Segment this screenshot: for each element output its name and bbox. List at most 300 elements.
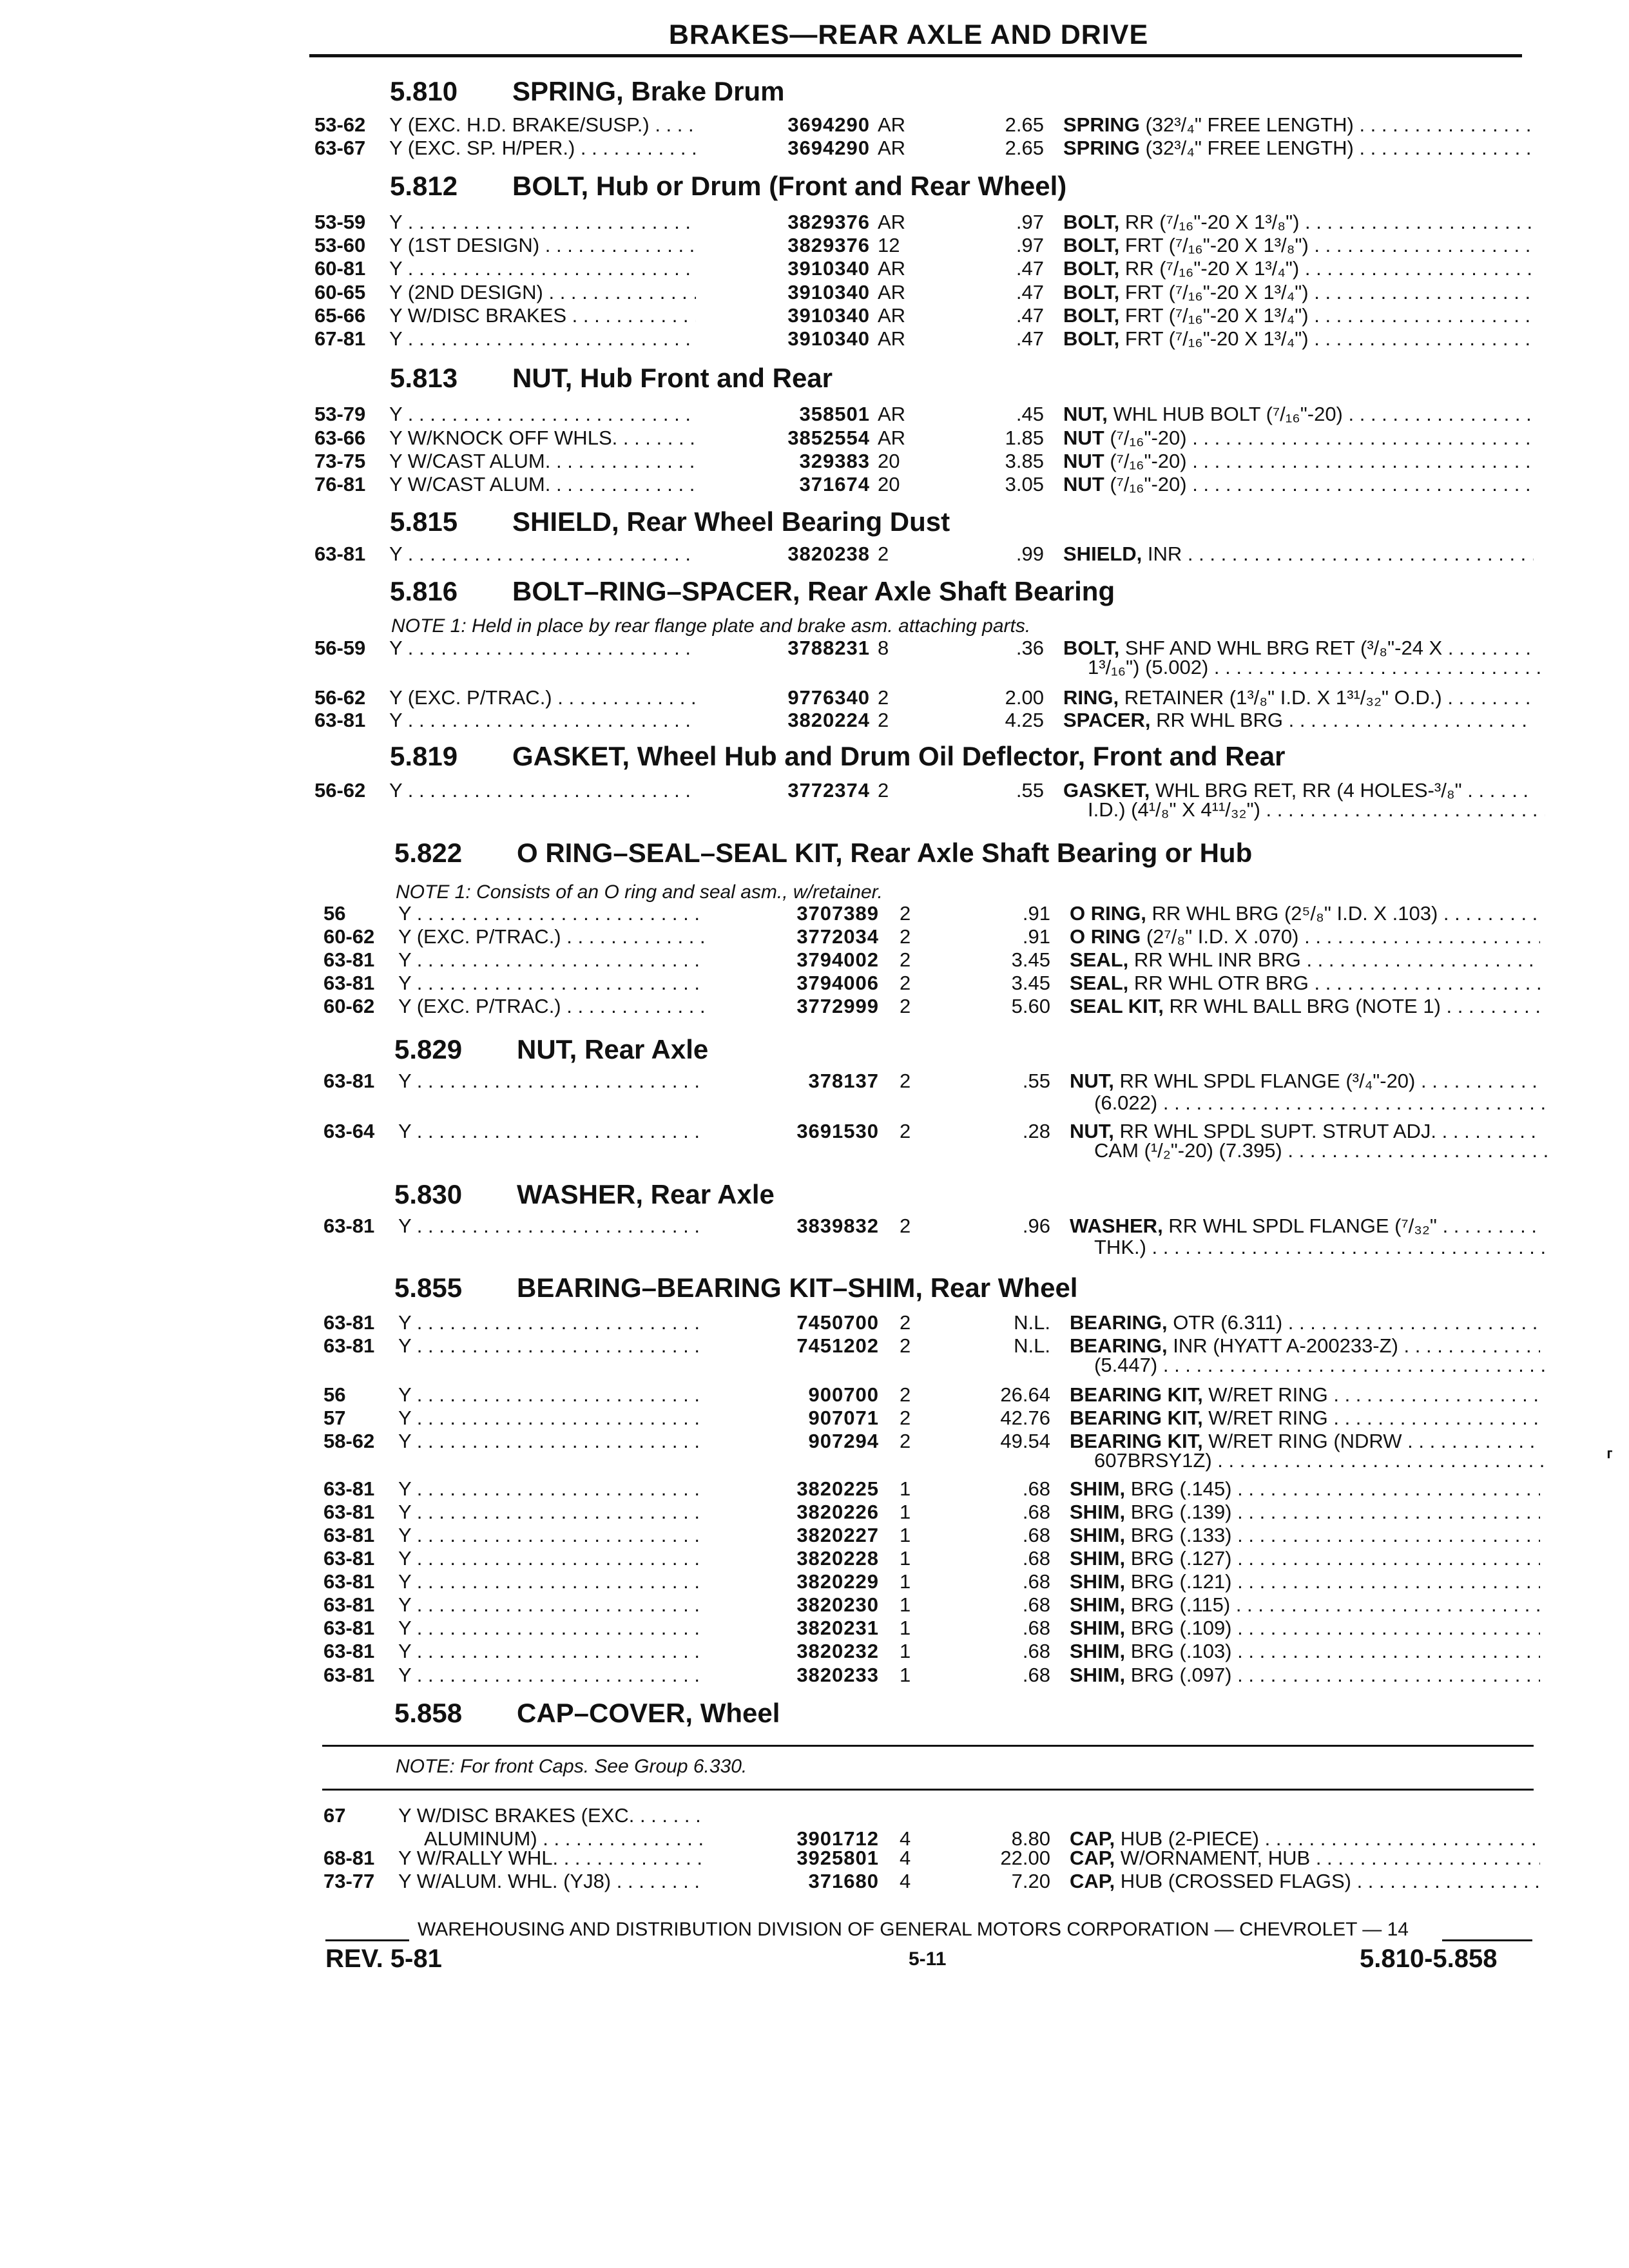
- model-cell: Y . . .: [389, 779, 696, 802]
- header-rule: [309, 54, 1522, 57]
- part-number-cell: 3707389: [796, 902, 879, 925]
- part-number-cell: 3820226: [796, 1501, 879, 1523]
- description-cell: [1070, 948, 1540, 972]
- part-number-cell: 907071: [808, 1407, 879, 1429]
- section-heading: [390, 576, 1115, 607]
- description-keyword: SPACER,: [1063, 709, 1151, 731]
- description-cell: [1070, 1383, 1540, 1407]
- quantity-cell: 8: [878, 637, 889, 659]
- description-keyword: NUT: [1063, 450, 1104, 472]
- description-cell: [1070, 1870, 1540, 1893]
- quantity-cell: 2: [878, 543, 889, 565]
- description-detail: INR (HYATT A-200233-Z): [1167, 1334, 1398, 1357]
- description-detail: BRG (.109): [1125, 1617, 1232, 1639]
- price-cell: 3.05: [1005, 473, 1044, 495]
- quantity-cell: 1: [900, 1570, 911, 1593]
- quantity-cell: 2: [900, 1070, 911, 1092]
- price-cell: 5.60: [1011, 995, 1050, 1017]
- years-cell: 57: [323, 1407, 346, 1429]
- years-cell: 63-81: [323, 1617, 375, 1639]
- price-cell: 8.80: [1011, 1827, 1050, 1850]
- section-number: 5.815: [390, 506, 458, 537]
- description-cell: [1063, 403, 1534, 426]
- quantity-cell: AR: [878, 281, 906, 303]
- price-cell: 49.54: [1000, 1430, 1050, 1452]
- part-number-cell: 9776340: [787, 686, 870, 709]
- model-cell: Y . . .: [398, 1477, 705, 1501]
- years-cell: 63-81: [323, 1501, 375, 1523]
- description-cell: [1070, 995, 1540, 1018]
- model-cell: Y . . .: [398, 1120, 705, 1143]
- model-cell: Y . . .: [398, 1430, 705, 1453]
- quantity-cell: AR: [878, 304, 906, 327]
- description-cell: [1070, 1524, 1540, 1547]
- model-cell: Y . . .: [389, 403, 696, 426]
- years-cell: 53-62: [314, 113, 366, 136]
- years-cell: 56-59: [314, 637, 366, 659]
- price-cell: 7.20: [1011, 1870, 1050, 1892]
- description-cell: [1070, 1547, 1540, 1570]
- description-keyword: BOLT,: [1063, 234, 1120, 256]
- description-cell: [1063, 257, 1534, 280]
- quantity-cell: 2: [878, 709, 889, 731]
- section-title: CAP–COVER, Wheel: [517, 1698, 780, 1728]
- quantity-cell: 2: [878, 779, 889, 802]
- years-cell: 53-79: [314, 403, 366, 425]
- model-cell: Y . . .: [389, 637, 696, 660]
- description-cell: [1063, 427, 1534, 450]
- quantity-cell: 20: [878, 473, 900, 495]
- description-keyword: BOLT,: [1063, 327, 1120, 350]
- description-detail: W/RET RING: [1202, 1407, 1328, 1429]
- section-heading: [394, 1179, 775, 1210]
- years-cell: 67: [323, 1804, 346, 1827]
- description-cell: [1070, 1477, 1540, 1501]
- description-keyword: O RING: [1070, 925, 1141, 948]
- part-number-cell: 371680: [808, 1870, 879, 1892]
- price-cell: 3.45: [1011, 948, 1050, 971]
- model-cell: Y W/CAST ALUM. . . .: [389, 450, 696, 473]
- years-cell: 73-75: [314, 450, 366, 472]
- years-cell: 63-81: [323, 1593, 375, 1616]
- description-cell: [1063, 686, 1534, 709]
- description-detail: FRT (⁷/₁₆"-20 X 1³/₈"): [1119, 234, 1309, 256]
- description-detail: SHF AND WHL BRG RET (³/₈"-24 X: [1119, 637, 1443, 659]
- quantity-cell: 2: [900, 995, 911, 1017]
- model-cell: Y (EXC. P/TRAC.) . . .: [389, 686, 696, 709]
- quantity-cell: 1: [900, 1477, 911, 1500]
- quantity-cell: AR: [878, 137, 906, 159]
- model-cell: Y . . .: [398, 1501, 705, 1524]
- years-cell: 63-81: [323, 1640, 375, 1662]
- quantity-cell: 2: [900, 1383, 911, 1406]
- quantity-cell: AR: [878, 257, 906, 280]
- section-heading: [390, 363, 833, 394]
- model-cell: Y . . .: [398, 1383, 705, 1407]
- years-cell: 56: [323, 1383, 346, 1406]
- description-detail: BRG (.115): [1125, 1593, 1231, 1616]
- quantity-cell: 2: [900, 902, 911, 925]
- model-cell: Y . . .: [398, 1215, 705, 1238]
- years-cell: 60-81: [314, 257, 366, 280]
- model-cell: Y (EXC. P/TRAC.) . . .: [398, 925, 705, 948]
- price-cell: 2.00: [1005, 686, 1044, 709]
- quantity-cell: 1: [900, 1524, 911, 1546]
- description-continuation: (5.447) . . .: [1094, 1354, 1552, 1377]
- page-header: BRAKES—REAR AXLE AND DRIVE: [668, 19, 1149, 50]
- description-cell: [1070, 1664, 1540, 1687]
- quantity-cell: 2: [900, 1120, 911, 1142]
- part-number-cell: 358501: [799, 403, 870, 425]
- section-number: 5.855: [394, 1273, 463, 1303]
- description-cell: [1063, 327, 1534, 351]
- price-cell: .45: [1016, 403, 1044, 425]
- quantity-cell: 1: [900, 1501, 911, 1523]
- price-cell: .68: [1022, 1664, 1050, 1686]
- cap-note-rule-bottom: [322, 1789, 1534, 1791]
- description-cell: [1063, 304, 1534, 327]
- part-number-cell: 3820238: [787, 543, 870, 565]
- years-cell: 63-81: [323, 948, 375, 971]
- description-detail: W/RET RING: [1202, 1383, 1328, 1406]
- description-keyword: BEARING KIT,: [1070, 1407, 1203, 1429]
- description-keyword: SHIM,: [1070, 1524, 1126, 1546]
- model-cell: Y . . .: [389, 257, 696, 280]
- part-number-cell: 3772034: [796, 925, 879, 948]
- description-detail: RR WHL SPDL SUPT. STRUT ADJ.: [1113, 1120, 1436, 1142]
- model-cell: Y . . .: [389, 327, 696, 351]
- description-cell: [1070, 1070, 1540, 1093]
- part-number-cell: 3772999: [796, 995, 879, 1017]
- part-number-cell: 3820233: [796, 1664, 879, 1686]
- years-cell: 63-81: [323, 1311, 375, 1334]
- description-detail: BRG (.121): [1125, 1570, 1232, 1593]
- years-cell: 63-81: [323, 1570, 375, 1593]
- part-number-cell: 3820225: [796, 1477, 879, 1500]
- description-keyword: GASKET,: [1063, 779, 1150, 802]
- price-cell: 26.64: [1000, 1383, 1050, 1406]
- model-cell: Y . . .: [398, 948, 705, 972]
- part-number-cell: 3910340: [787, 257, 870, 280]
- footer-rule-right: [1442, 1939, 1532, 1941]
- section-title: SHIELD, Rear Wheel Bearing Dust: [512, 506, 950, 537]
- years-cell: 67-81: [314, 327, 366, 350]
- description-keyword: NUT,: [1070, 1120, 1114, 1142]
- description-detail: (⁷/₁₆"-20): [1104, 473, 1187, 495]
- section-title: BEARING–BEARING KIT–SHIM, Rear Wheel: [517, 1273, 1078, 1303]
- part-number-cell: 3820224: [787, 709, 870, 731]
- description-cell: [1070, 925, 1540, 948]
- price-cell: .68: [1022, 1477, 1050, 1500]
- part-number-cell: 3694290: [787, 137, 870, 159]
- years-cell: 63-81: [323, 1215, 375, 1237]
- section-number: 5.819: [390, 741, 458, 771]
- description-detail: RR WHL BRG (2⁵/₈" I.D. X .103): [1146, 902, 1438, 925]
- description-detail: (32³/₄" FREE LENGTH): [1139, 113, 1354, 136]
- part-number-cell: 3820232: [796, 1640, 879, 1662]
- years-cell: 63-67: [314, 137, 366, 159]
- description-keyword: SHIM,: [1070, 1617, 1126, 1639]
- part-number-cell: 7451202: [796, 1334, 879, 1357]
- description-keyword: SHIM,: [1070, 1547, 1126, 1570]
- description-cell: [1070, 1640, 1540, 1663]
- model-cell: Y . . .: [389, 211, 696, 234]
- quantity-cell: 2: [900, 925, 911, 948]
- description-cell: [1063, 450, 1534, 473]
- description-cell: [1070, 972, 1540, 995]
- model-cell: Y . . .: [398, 1640, 705, 1663]
- model-cell: Y W/RALLY WHL. . . .: [398, 1847, 705, 1870]
- section-note: NOTE 1: Consists of an O ring and seal asm., w/retainer.: [396, 881, 883, 903]
- description-continuation: I.D.) (4¹/₈" X 4¹¹/₃₂") . . .: [1088, 798, 1545, 822]
- description-keyword: CAP,: [1070, 1847, 1115, 1869]
- part-number-cell: 3794002: [796, 948, 879, 971]
- description-keyword: BOLT,: [1063, 211, 1120, 233]
- part-number-cell: 3852554: [787, 427, 870, 449]
- description-keyword: SHIM,: [1070, 1593, 1126, 1616]
- section-number: 5.810: [390, 76, 458, 106]
- model-cell: Y . . .: [398, 1547, 705, 1570]
- description-keyword: BEARING,: [1070, 1311, 1168, 1334]
- section-heading: [394, 1698, 780, 1729]
- description-cell: [1063, 137, 1534, 160]
- price-cell: 22.00: [1000, 1847, 1050, 1869]
- section-note: NOTE: For front Caps. See Group 6.330.: [396, 1756, 747, 1777]
- years-cell: 63-66: [314, 427, 366, 449]
- description-keyword: SHIM,: [1070, 1664, 1126, 1686]
- description-cell: [1063, 543, 1534, 566]
- years-cell: 63-81: [323, 1547, 375, 1570]
- section-number: 5.813: [390, 363, 458, 393]
- price-cell: .91: [1022, 925, 1050, 948]
- part-number-cell: 3839832: [796, 1215, 879, 1237]
- years-cell: 53-60: [314, 234, 366, 256]
- description-detail: HUB (CROSSED FLAGS): [1115, 1870, 1351, 1892]
- description-detail: RR WHL OTR BRG: [1128, 972, 1309, 994]
- part-number-cell: 3772374: [787, 779, 870, 802]
- description-cell: [1070, 1215, 1540, 1238]
- price-cell: .55: [1022, 1070, 1050, 1092]
- years-cell: 63-81: [323, 1524, 375, 1546]
- description-detail: BRG (.127): [1125, 1547, 1232, 1570]
- part-number-cell: 3910340: [787, 327, 870, 350]
- years-cell: 76-81: [314, 473, 366, 495]
- section-heading: [390, 76, 784, 107]
- description-keyword: NUT,: [1070, 1070, 1114, 1092]
- model-cell: Y . . .: [398, 972, 705, 995]
- price-cell: .68: [1022, 1547, 1050, 1570]
- quantity-cell: 2: [900, 1215, 911, 1237]
- description-keyword: SPRING: [1063, 113, 1140, 136]
- description-detail: FRT (⁷/₁₆"-20 X 1³/₄"): [1119, 327, 1309, 350]
- quantity-cell: AR: [878, 427, 906, 449]
- description-cell: [1070, 1617, 1540, 1640]
- group-range: 5.810-5.858: [1360, 1945, 1498, 1973]
- model-cell: Y . . .: [398, 1664, 705, 1687]
- section-title: NUT, Rear Axle: [517, 1034, 709, 1064]
- part-number-cell: 371674: [799, 473, 870, 495]
- price-cell: N.L.: [1014, 1311, 1050, 1334]
- quantity-cell: 1: [900, 1664, 911, 1686]
- quantity-cell: 2: [900, 1430, 911, 1452]
- description-cell: [1063, 709, 1534, 732]
- price-cell: 3.45: [1011, 972, 1050, 994]
- description-detail: W/ORNAMENT, HUB: [1115, 1847, 1311, 1869]
- description-cell: [1070, 1311, 1540, 1334]
- years-cell: 56-62: [314, 779, 366, 802]
- description-detail: HUB (2-PIECE): [1115, 1827, 1259, 1850]
- model-cell: Y (EXC. P/TRAC.) . . .: [398, 995, 705, 1018]
- description-detail: WHL HUB BOLT (⁷/₁₆"-20): [1107, 403, 1343, 425]
- section-number: 5.858: [394, 1698, 463, 1728]
- price-cell: .97: [1016, 234, 1044, 256]
- description-detail: BRG (.103): [1125, 1640, 1232, 1662]
- description-keyword: SHIM,: [1070, 1640, 1126, 1662]
- description-detail: (32³/₄" FREE LENGTH): [1139, 137, 1354, 159]
- quantity-cell: 1: [900, 1547, 911, 1570]
- description-detail: RR WHL BALL BRG (NOTE 1): [1163, 995, 1441, 1017]
- price-cell: .68: [1022, 1593, 1050, 1616]
- years-cell: 63-81: [323, 972, 375, 994]
- price-cell: .47: [1016, 327, 1044, 350]
- description-detail: RETAINER (1³/₈" I.D. X 1³¹/₃₂" O.D.): [1119, 686, 1442, 709]
- model-cell: Y . . .: [398, 1593, 705, 1617]
- description-cell: [1070, 1501, 1540, 1524]
- section-note: NOTE 1: Held in place by rear flange plate and brake asm. attaching parts.: [391, 615, 1031, 637]
- model-cell: Y . . .: [398, 1570, 705, 1593]
- price-cell: .68: [1022, 1640, 1050, 1662]
- years-cell: 68-81: [323, 1847, 375, 1869]
- description-keyword: NUT: [1063, 427, 1104, 449]
- quantity-cell: 20: [878, 450, 900, 472]
- section-heading: [390, 741, 1285, 772]
- model-cell: Y W/DISC BRAKES (EXC. . . .: [398, 1804, 705, 1827]
- description-keyword: BOLT,: [1063, 637, 1120, 659]
- description-keyword: SEAL,: [1070, 972, 1129, 994]
- section-heading: [394, 1034, 708, 1065]
- model-cell: Y (2ND DESIGN) . . .: [389, 281, 696, 304]
- model-cell-continued: ALUMINUM) . . .: [424, 1827, 705, 1850]
- section-title: O RING–SEAL–SEAL KIT, Rear Axle Shaft Bearing or Hub: [517, 838, 1253, 868]
- section-title: GASKET, Wheel Hub and Drum Oil Deflector, Front and Rear: [512, 741, 1286, 771]
- part-number-cell: 3925801: [796, 1847, 879, 1869]
- price-cell: .68: [1022, 1524, 1050, 1546]
- description-keyword: BEARING,: [1070, 1334, 1168, 1357]
- quantity-cell: AR: [878, 327, 906, 350]
- years-cell: 63-81: [323, 1477, 375, 1500]
- part-number-cell: 3788231: [787, 637, 870, 659]
- model-cell: Y . . .: [398, 1070, 705, 1093]
- description-keyword: SHIM,: [1070, 1570, 1126, 1593]
- description-keyword: BOLT,: [1063, 257, 1120, 280]
- quantity-cell: 12: [878, 234, 900, 256]
- part-number-cell: 3794006: [796, 972, 879, 994]
- model-cell: Y W/DISC BRAKES . . .: [389, 304, 696, 327]
- model-cell: Y . . .: [398, 1334, 705, 1358]
- section-number: 5.829: [394, 1034, 463, 1064]
- description-keyword: SHIM,: [1070, 1501, 1126, 1523]
- years-cell: 56-62: [314, 686, 366, 709]
- price-cell: .99: [1016, 543, 1044, 565]
- description-keyword: SEAL,: [1070, 948, 1129, 971]
- part-number-cell: 3820227: [796, 1524, 879, 1546]
- quantity-cell: 2: [900, 972, 911, 994]
- description-continuation: THK.) . . .: [1094, 1236, 1552, 1259]
- description-keyword: NUT: [1063, 473, 1104, 495]
- price-cell: .47: [1016, 304, 1044, 327]
- description-cell: [1070, 1570, 1540, 1593]
- description-detail: WHL BRG RET, RR (4 HOLES-³/₈": [1150, 779, 1462, 802]
- page-number: 5-11: [909, 1948, 947, 1970]
- section-heading: [390, 171, 1066, 202]
- description-keyword: BOLT,: [1063, 281, 1120, 303]
- revision-label: REV. 5-81: [325, 1945, 442, 1973]
- quantity-cell: 1: [900, 1617, 911, 1639]
- part-number-cell: 3829376: [787, 234, 870, 256]
- years-cell: 58-62: [323, 1430, 375, 1452]
- quantity-cell: 2: [900, 1311, 911, 1334]
- description-detail: FRT (⁷/₁₆"-20 X 1³/₄"): [1119, 281, 1309, 303]
- model-cell: Y W/KNOCK OFF WHLS. . . .: [389, 427, 696, 450]
- section-title: WASHER, Rear Axle: [517, 1179, 775, 1209]
- price-cell: .36: [1016, 637, 1044, 659]
- description-keyword: SPRING: [1063, 137, 1140, 159]
- description-cell: [1063, 113, 1534, 137]
- price-cell: .97: [1016, 211, 1044, 233]
- price-cell: 4.25: [1005, 709, 1044, 731]
- price-cell: .96: [1022, 1215, 1050, 1237]
- description-keyword: NUT,: [1063, 403, 1108, 425]
- quantity-cell: 4: [900, 1827, 911, 1850]
- years-cell: 56: [323, 902, 346, 925]
- description-detail: RR WHL SPDL FLANGE (³/₄"-20): [1113, 1070, 1416, 1092]
- description-cell: [1063, 473, 1534, 496]
- quantity-cell: 4: [900, 1870, 911, 1892]
- years-cell: 63-81: [314, 709, 366, 731]
- section-title: BOLT, Hub or Drum (Front and Rear Wheel): [512, 171, 1067, 201]
- description-keyword: WASHER,: [1070, 1215, 1163, 1237]
- description-keyword: SHIELD,: [1063, 543, 1142, 565]
- years-cell: 53-59: [314, 211, 366, 233]
- description-detail: RR WHL INR BRG: [1128, 948, 1301, 971]
- description-detail: RR WHL BRG: [1150, 709, 1284, 731]
- quantity-cell: AR: [878, 211, 906, 233]
- section-number: 5.822: [394, 838, 463, 868]
- section-number: 5.816: [390, 576, 458, 606]
- description-detail: (2⁷/₈" I.D. X .070): [1141, 925, 1299, 948]
- description-keyword: RING,: [1063, 686, 1119, 709]
- description-keyword: SHIM,: [1070, 1477, 1126, 1500]
- model-cell: Y . . .: [389, 709, 696, 732]
- years-cell: 63-81: [323, 1664, 375, 1686]
- price-cell: N.L.: [1014, 1334, 1050, 1357]
- cap-note-rule-top: [322, 1745, 1534, 1747]
- description-continuation: 607BRSY1Z) . . .: [1094, 1449, 1552, 1472]
- price-cell: .28: [1022, 1120, 1050, 1142]
- description-keyword: CAP,: [1070, 1827, 1115, 1850]
- description-keyword: O RING,: [1070, 902, 1146, 925]
- part-number-cell: 3820231: [796, 1617, 879, 1639]
- years-cell: 63-64: [323, 1120, 375, 1142]
- description-keyword: BOLT,: [1063, 304, 1120, 327]
- description-detail: BRG (.145): [1125, 1477, 1232, 1500]
- part-number-cell: 3694290: [787, 113, 870, 136]
- quantity-cell: 1: [900, 1593, 911, 1616]
- description-detail: (⁷/₁₆"-20): [1104, 427, 1187, 449]
- model-cell: Y W/ALUM. WHL. (YJ8) . . .: [398, 1870, 705, 1893]
- part-number-cell: 3901712: [796, 1827, 879, 1850]
- part-number-cell: 7450700: [796, 1311, 879, 1334]
